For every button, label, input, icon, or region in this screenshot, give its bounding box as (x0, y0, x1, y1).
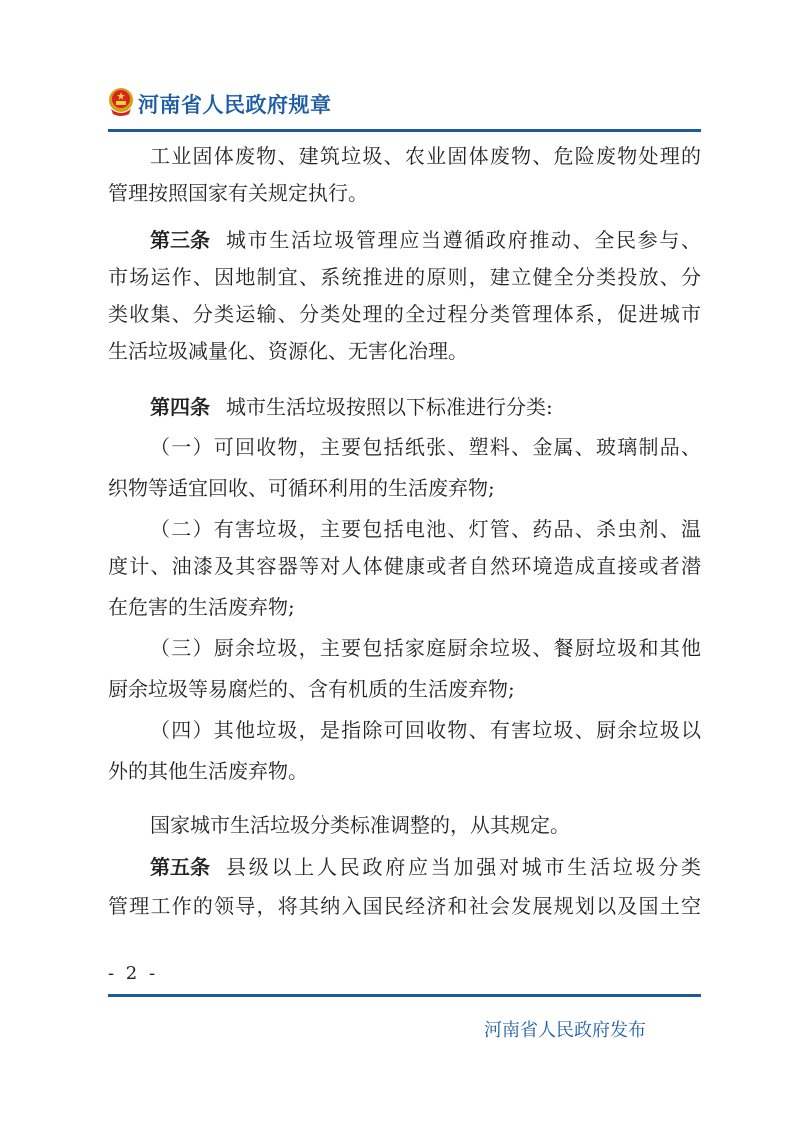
footer-divider (108, 994, 701, 997)
line-text: （一）可回收物，主要包括纸张、塑料、金属、玻璃制品、 (150, 435, 701, 459)
line-text: 县级以上人民政府应当加强对城市生活垃圾分类 (226, 855, 701, 879)
text-line (108, 676, 701, 702)
line-text: 类收集、分类运输、分类处理的全过程分类管理体系，促进城市 (108, 302, 701, 326)
text-line (150, 635, 701, 661)
line-text: 国家城市生活垃圾分类标准调整的，从其规定。 (150, 813, 570, 837)
article-line (150, 227, 701, 253)
line-text: 织物等适宜回收、可循环利用的生活废弃物; (108, 476, 495, 500)
text-line (150, 516, 701, 542)
text-line (108, 301, 701, 327)
page-number: - 2 - (108, 963, 159, 984)
article-number: 第三条 (150, 228, 210, 252)
line-text: 度计、油漆及其容器等对人体健康或者自然环境造成直接或者潜 (108, 554, 701, 578)
line-text: 在危害的生活废弃物; (108, 595, 295, 619)
article-number: 第四条 (150, 395, 210, 419)
text-line (108, 264, 701, 290)
article-line (150, 394, 701, 420)
line-text: 市场运作、因地制宜、系统推进的原则，建立健全分类投放、分 (108, 265, 701, 289)
text-line (108, 338, 701, 364)
line-text: 厨余垃圾等易腐烂的、含有机质的生活废弃物; (108, 677, 515, 701)
header-divider (108, 129, 701, 132)
line-text: 管理按照国家有关规定执行。 (108, 181, 368, 205)
line-text: 外的其他生活废弃物。 (108, 759, 308, 783)
line-text: 管理工作的领导，将其纳入国民经济和社会发展规划以及国土空 (108, 894, 701, 918)
article-line (150, 854, 701, 880)
text-line (108, 180, 701, 206)
national-emblem-icon (107, 87, 135, 117)
text-line (108, 758, 701, 784)
line-text: （三）厨余垃圾，主要包括家庭厨余垃圾、餐厨垃圾和其他 (150, 636, 701, 660)
text-line (108, 475, 701, 501)
text-line (108, 553, 701, 579)
line-text: 城市生活垃圾按照以下标准进行分类: (226, 395, 553, 419)
text-line (108, 594, 701, 620)
text-line (150, 812, 701, 838)
line-text: 工业固体废物、建筑垃圾、农业固体废物、危险废物处理的 (150, 144, 701, 168)
document-series-title: 河南省人民政府规章 (138, 93, 332, 117)
line-text: 城市生活垃圾管理应当遵循政府推动、全民参与、 (226, 228, 701, 252)
article-number: 第五条 (150, 855, 210, 879)
publisher-label: 河南省人民政府发布 (484, 1020, 646, 1041)
text-line (108, 893, 701, 919)
text-line (150, 434, 701, 460)
line-text: （四）其他垃圾，是指除可回收物、有害垃圾、厨余垃圾以 (150, 718, 701, 742)
text-line (150, 717, 701, 743)
text-line (150, 143, 701, 169)
line-text: （二）有害垃圾，主要包括电池、灯管、药品、杀虫剂、温 (150, 517, 701, 541)
line-text: 生活垃圾减量化、资源化、无害化治理。 (108, 339, 468, 363)
